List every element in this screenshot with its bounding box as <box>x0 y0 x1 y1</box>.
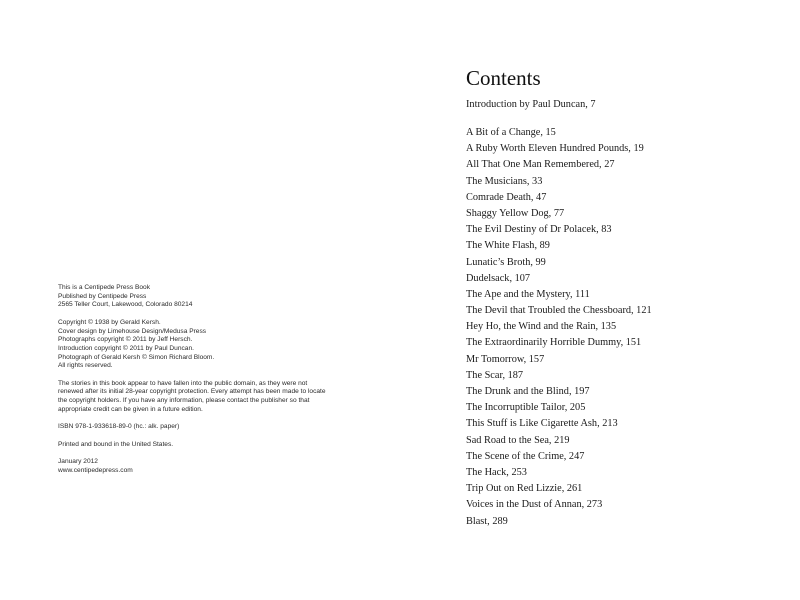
toc-introduction-entry: Introduction by Paul Duncan, 7 <box>466 99 596 110</box>
toc-entry: The Scene of the Crime, 247 <box>466 450 585 462</box>
publisher-line: Published by Centipede Press <box>58 292 147 300</box>
right-page <box>400 0 800 600</box>
credit-line: Cover design by Limehouse Design/Medusa Press <box>58 327 207 335</box>
credits-block <box>58 319 328 371</box>
toc-list <box>466 125 652 530</box>
toc-entry: The Devil that Troubled the Chessboard, 121 <box>466 305 652 317</box>
toc-entry: Comrade Death, 47 <box>466 191 547 203</box>
contents-title: Contents <box>466 66 541 90</box>
date-block <box>58 458 328 475</box>
toc-entry: A Ruby Worth Eleven Hundred Pounds, 19 <box>466 143 644 155</box>
toc-entry: A Bit of a Change, 15 <box>466 127 556 138</box>
publisher-line: This is a Centipede Press Book <box>58 284 150 291</box>
toc-entry: The Extraordinarily Horrible Dummy, 151 <box>466 337 642 349</box>
toc-entry: The Evil Destiny of Dr Polacek, 83 <box>466 224 612 236</box>
toc-entry: The Incorruptible Tailor, 205 <box>466 402 586 414</box>
printed-note: Printed and bound in the United States. <box>58 440 174 448</box>
toc-entry: Lunatic’s Broth, 99 <box>466 256 546 268</box>
isbn: ISBN 978-1-933618-89-0 (hc.: alk. paper) <box>58 423 180 431</box>
credit-line: All rights reserved. <box>58 362 113 370</box>
toc-entry: Voices in the Dust of Annan, 273 <box>466 499 603 511</box>
credit-line: Photograph of Gerald Kersh © Simon Richard Bloom. <box>58 353 215 361</box>
toc-entry: Sad Road to the Sea, 219 <box>466 434 570 446</box>
isbn-block <box>58 423 328 432</box>
copyright-colophon <box>58 284 328 484</box>
credit-line: Copyright © 1938 by Gerald Kersh. <box>58 318 161 326</box>
toc-entry: The Ape and the Mystery, 111 <box>466 288 590 300</box>
publisher-address: 2565 Teller Court, Lakewood, Colorado 80214 <box>58 301 193 309</box>
toc-entry: Shaggy Yellow Dog, 77 <box>466 207 565 219</box>
credit-line: Introduction copyright © 2011 by Paul Duncan. <box>58 344 194 352</box>
publisher-website: www.centipedepress.com <box>58 466 133 474</box>
toc-entry: The Drunk and the Blind, 197 <box>466 386 590 397</box>
toc-entry: The White Flash, 89 <box>466 240 550 252</box>
toc-entry: Blast, 289 <box>466 515 508 527</box>
toc-entry: The Hack, 253 <box>466 466 527 478</box>
toc-entry: Hey Ho, the Wind and the Rain, 135 <box>466 321 617 333</box>
notice-text: The stories in this book appear to have fallen into the public domain, as they were not renewed after its initial 28-year copyright protection. Every attempt has been made to locate the copyright holders. If you have any information, please contact the publisher so that appropriate credit can be given in a future edition. <box>58 379 326 413</box>
toc-entry: The Musicians, 33 <box>466 175 543 187</box>
public-domain-notice <box>58 380 328 415</box>
toc-entry: This Stuff is Like Cigarette Ash, 213 <box>466 418 618 430</box>
credit-line: Photographs copyright © 2011 by Jeff Hersch. <box>58 336 193 344</box>
toc-entry: All That One Man Remembered, 27 <box>466 159 615 171</box>
toc-entry: Trip Out on Red Lizzie, 261 <box>466 483 583 495</box>
printing-block <box>58 441 328 450</box>
toc-entry: Mr Tomorrow, 157 <box>466 353 545 365</box>
toc-entry: The Scar, 187 <box>466 369 524 381</box>
publisher-block <box>58 284 328 310</box>
toc-entry: Dudelsack, 107 <box>466 272 531 284</box>
publication-date: January 2012 <box>58 457 98 465</box>
